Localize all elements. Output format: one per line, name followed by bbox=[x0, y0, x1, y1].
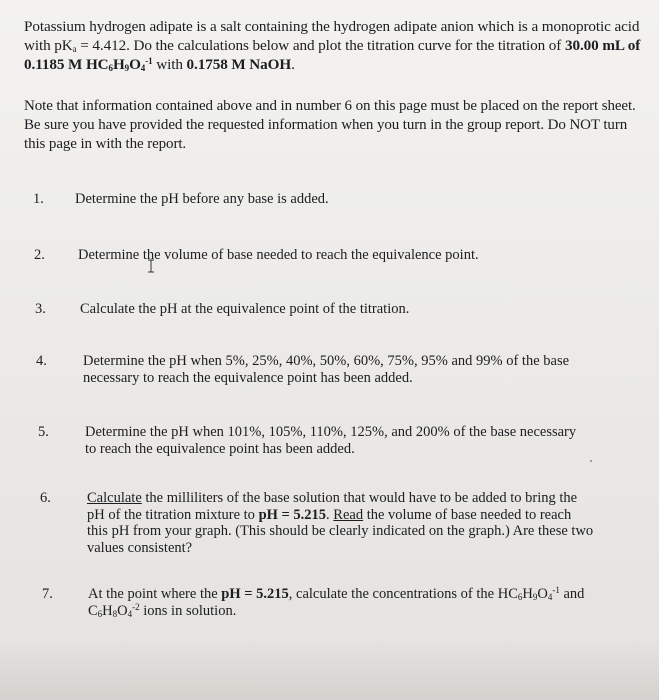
question-text: At the point where the pH = 5.215, calculate the concentrations of the $HC_6H_9O_4^{-1}$ and $C_6H_8O_4^{-2}$ ions in solution. bbox=[88, 585, 585, 619]
note-paragraph: Note that information contained above and in number 6 on this page must be placed on the report sheet. Be sure you have provided the requested information when you turn in the group report. Do NOT turn this page in with the report. bbox=[24, 98, 636, 152]
question-number: 3. bbox=[35, 301, 46, 317]
page-speck bbox=[590, 460, 592, 462]
intro-with: with bbox=[152, 56, 187, 73]
question-number: 7. bbox=[42, 586, 53, 602]
intro-end: . bbox=[291, 56, 295, 73]
text-cursor-icon bbox=[147, 259, 155, 273]
intro-text-2: = 4.412. Do the calculations below and plot the titration curve for the titration of bbox=[76, 37, 565, 54]
target-ph: pH = 5.215 bbox=[258, 506, 327, 523]
question-text: Calculate the milliliters of the base solution that would have to be added to bring the pH of the titration mixture to pH = 5.215. Read the volume of base needed to reach this pH from your graph. (This should be clearly indicated on the graph.) Are these two values consistent? bbox=[87, 490, 594, 556]
intro-text-1: Potassium hydrogen adipate is a salt containing the hydrogen adipate anion which is a monoprotic acid with pK bbox=[24, 18, 640, 54]
question-text: Determine the pH when 101%, 105%, 110%, 125%, and 200% of the base necessary to reach the equivalence point has been added. bbox=[85, 424, 577, 457]
question-number: 5. bbox=[38, 424, 49, 440]
calculate-word: Calculate bbox=[87, 490, 142, 506]
question-number: 1. bbox=[33, 191, 44, 207]
acid-concentration: 0.1185 M $HC_6H_9O_4^{-1}$ bbox=[24, 56, 153, 73]
question-text: Determine the pH before any base is added. bbox=[75, 191, 329, 207]
question-number: 4. bbox=[36, 353, 47, 369]
question-number: 2. bbox=[34, 247, 45, 263]
question-number: 6. bbox=[40, 490, 51, 506]
base-concentration: 0.1758 M NaOH bbox=[186, 56, 292, 73]
intro-paragraph bbox=[24, 17, 644, 74]
read-word: Read bbox=[333, 506, 364, 523]
pka-subscript: a bbox=[72, 44, 77, 54]
question-text: Determine the volume of base needed to reach the equivalence point. bbox=[78, 247, 479, 263]
page-shadow bbox=[0, 640, 659, 700]
titrant-volume: 30.00 mL bbox=[564, 37, 625, 54]
intro-of: of bbox=[624, 37, 641, 54]
question-text: Determine the pH when 5%, 25%, 40%, 50%, 60%, 75%, 95% and 99% of the base necessary to reach the equivalence point has been added. bbox=[83, 353, 570, 386]
question-text: Calculate the pH at the equivalence point of the titration. bbox=[80, 301, 410, 317]
target-ph: pH = 5.215 bbox=[221, 586, 289, 602]
